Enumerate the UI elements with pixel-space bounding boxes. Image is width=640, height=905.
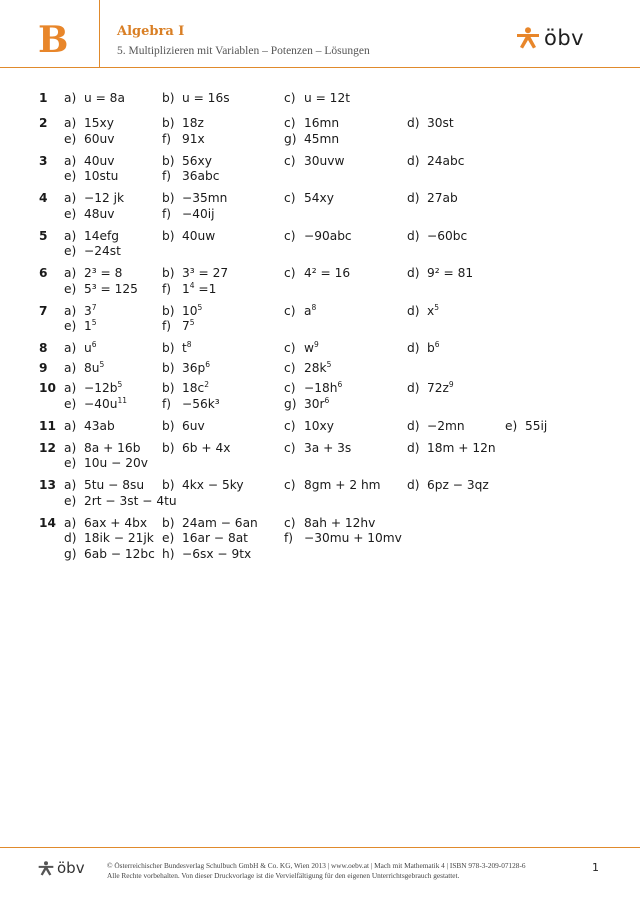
answer-value: $1^5$ xyxy=(84,318,97,333)
answer-label: c) xyxy=(284,91,296,105)
answer-value: −24st xyxy=(84,244,121,258)
answer-label: d) xyxy=(407,116,420,130)
exercise-14 xyxy=(0,516,640,563)
answer-value: $3^7$ xyxy=(84,302,97,318)
answer-label: a) xyxy=(64,116,77,130)
answer-value: $28k^5$ xyxy=(304,360,332,375)
answer-value: −90abc xyxy=(304,228,352,243)
answer-value: 6ab − 12bc xyxy=(84,546,155,561)
answer-item xyxy=(407,266,473,282)
answer-item xyxy=(284,397,329,413)
answer-item xyxy=(64,494,177,510)
exercise-number: 8 xyxy=(39,341,48,355)
answer-value: −2mn xyxy=(427,418,465,433)
answer-value: 16mn xyxy=(304,116,340,130)
answer-item xyxy=(64,341,97,357)
answer-value: 40uw xyxy=(182,228,216,243)
answer-value: $1^4 =1$ xyxy=(182,280,217,296)
answer-value: 30uvw xyxy=(304,153,345,168)
answer-label: b) xyxy=(162,116,175,130)
answer-value: 10stu xyxy=(84,169,119,183)
answer-item xyxy=(284,191,334,207)
answer-row xyxy=(0,381,640,397)
answer-item xyxy=(284,116,339,132)
answer-label: b) xyxy=(162,341,175,355)
answer-value: 60uv xyxy=(84,131,115,146)
answer-label: c) xyxy=(284,266,296,280)
header-rule xyxy=(0,67,640,68)
answer-value: 3³ = 27 xyxy=(182,266,229,280)
answer-value: 18z xyxy=(182,116,204,130)
exercise-number: 1 xyxy=(39,91,48,105)
answer-row xyxy=(0,207,640,223)
chapter-letter: B xyxy=(38,19,69,61)
answer-label: b) xyxy=(162,440,175,455)
answer-item xyxy=(64,531,154,547)
answer-item xyxy=(64,229,119,245)
answer-row xyxy=(0,478,640,494)
answer-value: 8ah + 12hv xyxy=(304,515,376,530)
answer-item xyxy=(162,516,258,532)
answer-row xyxy=(0,191,640,207)
answer-label: e) xyxy=(64,319,77,333)
footer-line-2: Alle Rechte vorbehalten. Von dieser Druckvorlage ist die Vervielfältigung für den eigenen Unterrichtsgebrauch gestattet. xyxy=(107,870,460,880)
answer-item xyxy=(64,266,122,282)
answer-value: 9² = 81 xyxy=(427,266,474,280)
answer-value: 24abc xyxy=(427,153,465,168)
exercise-number: 2 xyxy=(39,116,48,130)
answer-label: e) xyxy=(64,396,77,411)
answer-row xyxy=(0,244,640,260)
answer-item xyxy=(64,397,127,413)
answer-row xyxy=(0,132,640,148)
answer-label: f) xyxy=(162,131,172,146)
answer-item xyxy=(407,478,489,494)
answer-label: e) xyxy=(162,531,175,545)
answer-value: 2rt − 3st − 4tu xyxy=(84,493,177,508)
answer-value: $72z^9$ xyxy=(427,380,454,395)
answer-label: c) xyxy=(284,341,296,355)
answer-item xyxy=(284,229,352,245)
answer-label: c) xyxy=(284,303,296,318)
answer-value: −12 jk xyxy=(84,191,125,205)
answer-label: f) xyxy=(284,531,294,545)
answer-value: u = 12t xyxy=(304,91,350,105)
answer-item xyxy=(284,516,375,532)
answer-item xyxy=(162,282,216,298)
exercise-number: 3 xyxy=(39,153,48,168)
answer-value: 6b + 4x xyxy=(182,440,231,455)
answer-item xyxy=(162,531,248,547)
exercise-number: 11 xyxy=(39,418,56,433)
oebv-figure-icon xyxy=(38,861,54,876)
answer-item xyxy=(64,361,104,377)
answer-item xyxy=(162,154,212,170)
answer-value: 36abc xyxy=(182,169,220,183)
answer-label: b) xyxy=(162,153,175,168)
answer-item xyxy=(407,154,464,170)
answer-value: $b^6$ xyxy=(427,340,440,355)
answer-value: 4kx − 5ky xyxy=(182,478,244,492)
footer-line-1: © Österreichischer Bundesverlag Schulbuch GmbH & Co. KG, Wien 2013 | www.oebv.at | Mach mit Mathematik 4 | ISBN 978-3-209-07128-6 xyxy=(107,861,526,870)
answer-item xyxy=(64,282,138,298)
answer-item xyxy=(64,207,114,223)
answer-item xyxy=(284,304,316,320)
answer-value: −40ij xyxy=(182,206,215,221)
answer-value: −35mn xyxy=(182,191,228,205)
answer-label: c) xyxy=(284,361,296,375)
exercise-number: 5 xyxy=(39,228,48,243)
answer-value: $8u^5$ xyxy=(84,360,105,375)
answer-label: c) xyxy=(284,478,296,492)
answer-label: d) xyxy=(407,266,420,280)
answer-item xyxy=(407,381,454,397)
answer-label: b) xyxy=(162,515,175,530)
answer-item xyxy=(284,91,350,107)
answer-item xyxy=(284,266,350,282)
answer-item xyxy=(284,531,402,547)
answer-value: 56xy xyxy=(182,153,212,168)
answer-value: $7^5$ xyxy=(182,318,195,333)
answer-label: f) xyxy=(162,206,172,221)
answer-label: d) xyxy=(407,228,420,243)
answer-label: a) xyxy=(64,191,77,205)
answer-item xyxy=(162,441,230,457)
answer-item xyxy=(284,361,331,377)
answer-item xyxy=(162,478,244,494)
answer-item xyxy=(407,229,467,245)
exercise-12 xyxy=(0,441,640,472)
answer-row xyxy=(0,116,640,132)
answer-value: 2³ = 8 xyxy=(84,266,123,280)
answer-item xyxy=(505,419,547,435)
answer-value: $10^5$ xyxy=(182,302,203,318)
answer-label: b) xyxy=(162,303,175,318)
answer-item xyxy=(162,341,192,357)
answer-value: 45mn xyxy=(304,131,340,146)
solutions-list xyxy=(0,91,640,562)
answer-label: a) xyxy=(64,303,77,318)
answer-value: 5³ = 125 xyxy=(84,281,138,296)
answer-label: a) xyxy=(64,478,77,492)
exercise-13 xyxy=(0,478,640,509)
answer-row xyxy=(0,361,640,377)
answer-item xyxy=(162,169,219,185)
exercise-number: 10 xyxy=(39,381,56,395)
answer-item xyxy=(162,319,195,335)
answer-value: 8gm + 2 hm xyxy=(304,478,381,492)
answer-label: d) xyxy=(407,381,420,395)
answer-row xyxy=(0,494,640,510)
answer-item xyxy=(407,304,439,320)
exercise-2 xyxy=(0,116,640,147)
answer-label: e) xyxy=(64,456,77,470)
answer-item xyxy=(64,419,115,435)
answer-label: a) xyxy=(64,418,77,433)
answer-item xyxy=(64,478,144,494)
answer-label: e) xyxy=(64,206,77,221)
answer-value: 6uv xyxy=(182,418,205,433)
answer-row xyxy=(0,319,640,335)
answer-item xyxy=(407,341,440,357)
answer-value: −6sx − 9tx xyxy=(182,546,252,561)
answer-item xyxy=(407,116,454,132)
answer-value: $-12b^5$ xyxy=(84,380,123,395)
answer-value: u = 16s xyxy=(182,91,230,105)
answer-value: 14efg xyxy=(84,228,120,243)
answer-label: d) xyxy=(64,531,77,545)
answer-row xyxy=(0,229,640,245)
footer-logo xyxy=(38,861,85,876)
answer-row xyxy=(0,547,640,563)
page-title: Algebra I xyxy=(117,24,185,39)
answer-value: $w^9$ xyxy=(304,340,319,355)
answer-value: $-40u^{11}$ xyxy=(84,395,127,411)
answer-value: 30st xyxy=(427,116,454,130)
answer-label: b) xyxy=(162,361,175,375)
answer-value: −56k³ xyxy=(182,396,220,411)
exercise-1 xyxy=(0,91,640,107)
answer-row xyxy=(0,91,640,107)
answer-value: $-18h^6$ xyxy=(304,380,343,395)
answer-value: 6pz − 3qz xyxy=(427,478,489,492)
answer-item xyxy=(64,191,124,207)
answer-item xyxy=(64,547,155,563)
answer-label: e) xyxy=(64,244,77,258)
answer-value: $36p^6$ xyxy=(182,360,211,375)
exercise-5 xyxy=(0,229,640,260)
answer-item xyxy=(162,191,227,207)
answer-item xyxy=(162,361,210,377)
exercise-number: 9 xyxy=(39,361,48,375)
answer-label: a) xyxy=(64,153,77,168)
exercise-10 xyxy=(0,381,640,412)
answer-label: c) xyxy=(284,116,296,130)
answer-label: f) xyxy=(162,281,172,296)
answer-item xyxy=(284,478,381,494)
answer-label: c) xyxy=(284,191,296,205)
footer-copyright xyxy=(107,861,526,880)
header-divider xyxy=(99,0,100,67)
answer-value: $30r^6$ xyxy=(304,395,330,411)
answer-item xyxy=(162,547,251,563)
answer-value: 18m + 12n xyxy=(427,440,496,455)
answer-label: e) xyxy=(64,493,77,508)
exercise-7 xyxy=(0,304,640,335)
exercise-4 xyxy=(0,191,640,222)
answer-item xyxy=(407,419,465,435)
answer-item xyxy=(64,381,122,397)
answer-label: c) xyxy=(284,515,296,530)
answer-label: d) xyxy=(407,191,420,205)
footer-rule xyxy=(0,847,640,848)
answer-label: d) xyxy=(407,341,420,355)
answer-value: 3a + 3s xyxy=(304,440,352,455)
answer-item xyxy=(64,169,118,185)
answer-item xyxy=(64,244,121,260)
answer-label: c) xyxy=(284,153,296,168)
answer-item xyxy=(64,456,148,472)
answer-item xyxy=(407,191,458,207)
answer-item xyxy=(64,516,147,532)
answer-item xyxy=(162,304,202,320)
answer-label: c) xyxy=(284,418,296,433)
answer-item xyxy=(162,229,215,245)
answer-item xyxy=(284,154,344,170)
answer-value: 5tu − 8su xyxy=(84,478,145,492)
exercise-8 xyxy=(0,341,640,357)
answer-row xyxy=(0,154,640,170)
answer-value: 15xy xyxy=(84,116,114,130)
answer-item xyxy=(162,419,205,435)
answer-row xyxy=(0,341,640,357)
answer-value: 55ij xyxy=(525,418,548,433)
answer-label: a) xyxy=(64,228,77,243)
oebv-figure-icon xyxy=(516,27,540,49)
answer-label: d) xyxy=(407,303,420,318)
answer-label: a) xyxy=(64,515,77,530)
answer-row xyxy=(0,266,640,282)
page-subtitle: 5. Multiplizieren mit Variablen – Potenzen – Lösungen xyxy=(117,45,370,57)
answer-value: 4² = 16 xyxy=(304,266,351,280)
page-number: 1 xyxy=(592,861,599,874)
answer-item xyxy=(284,381,342,397)
answer-label: b) xyxy=(162,266,175,280)
answer-label: d) xyxy=(407,153,420,168)
exercise-number: 13 xyxy=(39,478,56,492)
publisher-logo xyxy=(516,27,584,49)
logo-text: öbv xyxy=(544,25,585,50)
exercise-number: 7 xyxy=(39,303,48,318)
answer-item xyxy=(284,419,334,435)
answer-value: $t^8$ xyxy=(182,340,192,355)
answer-label: b) xyxy=(162,478,175,492)
answer-value: 16ar − 8at xyxy=(182,531,248,545)
answer-value: 40uv xyxy=(84,153,115,168)
answer-label: a) xyxy=(64,361,77,375)
answer-row xyxy=(0,456,640,472)
answer-item xyxy=(162,132,205,148)
answer-label: b) xyxy=(162,381,175,395)
answer-label: a) xyxy=(64,266,77,280)
answer-value: 10xy xyxy=(304,418,334,433)
answer-label: a) xyxy=(64,440,77,455)
answer-label: d) xyxy=(407,418,420,433)
answer-label: g) xyxy=(284,396,297,411)
answer-label: c) xyxy=(284,381,296,395)
answer-value: $u^6$ xyxy=(84,340,97,355)
answer-label: h) xyxy=(162,546,175,561)
answer-row xyxy=(0,419,640,435)
answer-item xyxy=(162,207,215,223)
answer-value: 8a + 16b xyxy=(84,440,141,455)
exercise-number: 4 xyxy=(39,191,48,205)
answer-value: 48uv xyxy=(84,206,115,221)
answer-item xyxy=(407,441,496,457)
answer-item xyxy=(162,397,220,413)
answer-item xyxy=(64,441,140,457)
answer-item xyxy=(284,132,339,148)
answer-label: c) xyxy=(284,228,296,243)
answer-item xyxy=(64,91,125,107)
answer-item xyxy=(162,266,228,282)
answer-row xyxy=(0,516,640,532)
answer-value: 18ik − 21jk xyxy=(84,531,154,545)
answer-row xyxy=(0,304,640,320)
answer-label: b) xyxy=(162,191,175,205)
answer-value: 10u − 20v xyxy=(84,456,148,470)
answer-row xyxy=(0,441,640,457)
answer-label: g) xyxy=(64,546,77,561)
answer-value: 6ax + 4bx xyxy=(84,515,148,530)
answer-label: f) xyxy=(162,396,172,411)
answer-label: e) xyxy=(64,281,77,296)
answer-label: f) xyxy=(162,319,172,333)
answer-label: d) xyxy=(407,440,420,455)
answer-label: b) xyxy=(162,228,175,243)
exercise-9 xyxy=(0,361,640,377)
answer-label: b) xyxy=(162,418,175,433)
answer-label: d) xyxy=(407,478,420,492)
exercise-number: 14 xyxy=(39,515,56,530)
answer-value: 91x xyxy=(182,131,205,146)
answer-label: e) xyxy=(64,131,77,146)
answer-value: 43ab xyxy=(84,418,115,433)
answer-value: −60bc xyxy=(427,228,468,243)
answer-item xyxy=(284,341,319,357)
answer-value: $18c^2$ xyxy=(182,380,209,395)
answer-value: −30mu + 10mv xyxy=(304,531,402,545)
answer-item xyxy=(64,132,114,148)
answer-label: e) xyxy=(505,418,518,433)
answer-label: e) xyxy=(64,169,77,183)
answer-value: 27ab xyxy=(427,191,458,205)
answer-row xyxy=(0,531,640,547)
answer-item xyxy=(64,154,114,170)
answer-row xyxy=(0,397,640,413)
answer-label: a) xyxy=(64,381,77,395)
answer-value: 54xy xyxy=(304,191,334,205)
answer-value: 24am − 6an xyxy=(182,515,258,530)
footer-logo-text: öbv xyxy=(57,859,85,877)
answer-label: a) xyxy=(64,91,77,105)
answer-item xyxy=(162,91,230,107)
answer-label: b) xyxy=(162,91,175,105)
answer-label: f) xyxy=(162,169,172,183)
answer-item xyxy=(284,441,351,457)
answer-value: $x^5$ xyxy=(427,302,439,318)
answer-value: u = 8a xyxy=(84,91,125,105)
answer-item xyxy=(64,304,97,320)
exercise-6 xyxy=(0,266,640,297)
answer-item xyxy=(64,116,114,132)
exercise-number: 6 xyxy=(39,266,48,280)
answer-label: a) xyxy=(64,341,77,355)
exercise-3 xyxy=(0,154,640,185)
answer-item xyxy=(162,116,204,132)
answer-label: c) xyxy=(284,440,296,455)
answer-value: $a^8$ xyxy=(304,302,317,318)
answer-item xyxy=(162,381,209,397)
answer-item xyxy=(64,319,97,335)
exercise-11 xyxy=(0,419,640,435)
answer-label: g) xyxy=(284,131,297,146)
answer-row xyxy=(0,282,640,298)
answer-row xyxy=(0,169,640,185)
exercise-number: 12 xyxy=(39,440,56,455)
